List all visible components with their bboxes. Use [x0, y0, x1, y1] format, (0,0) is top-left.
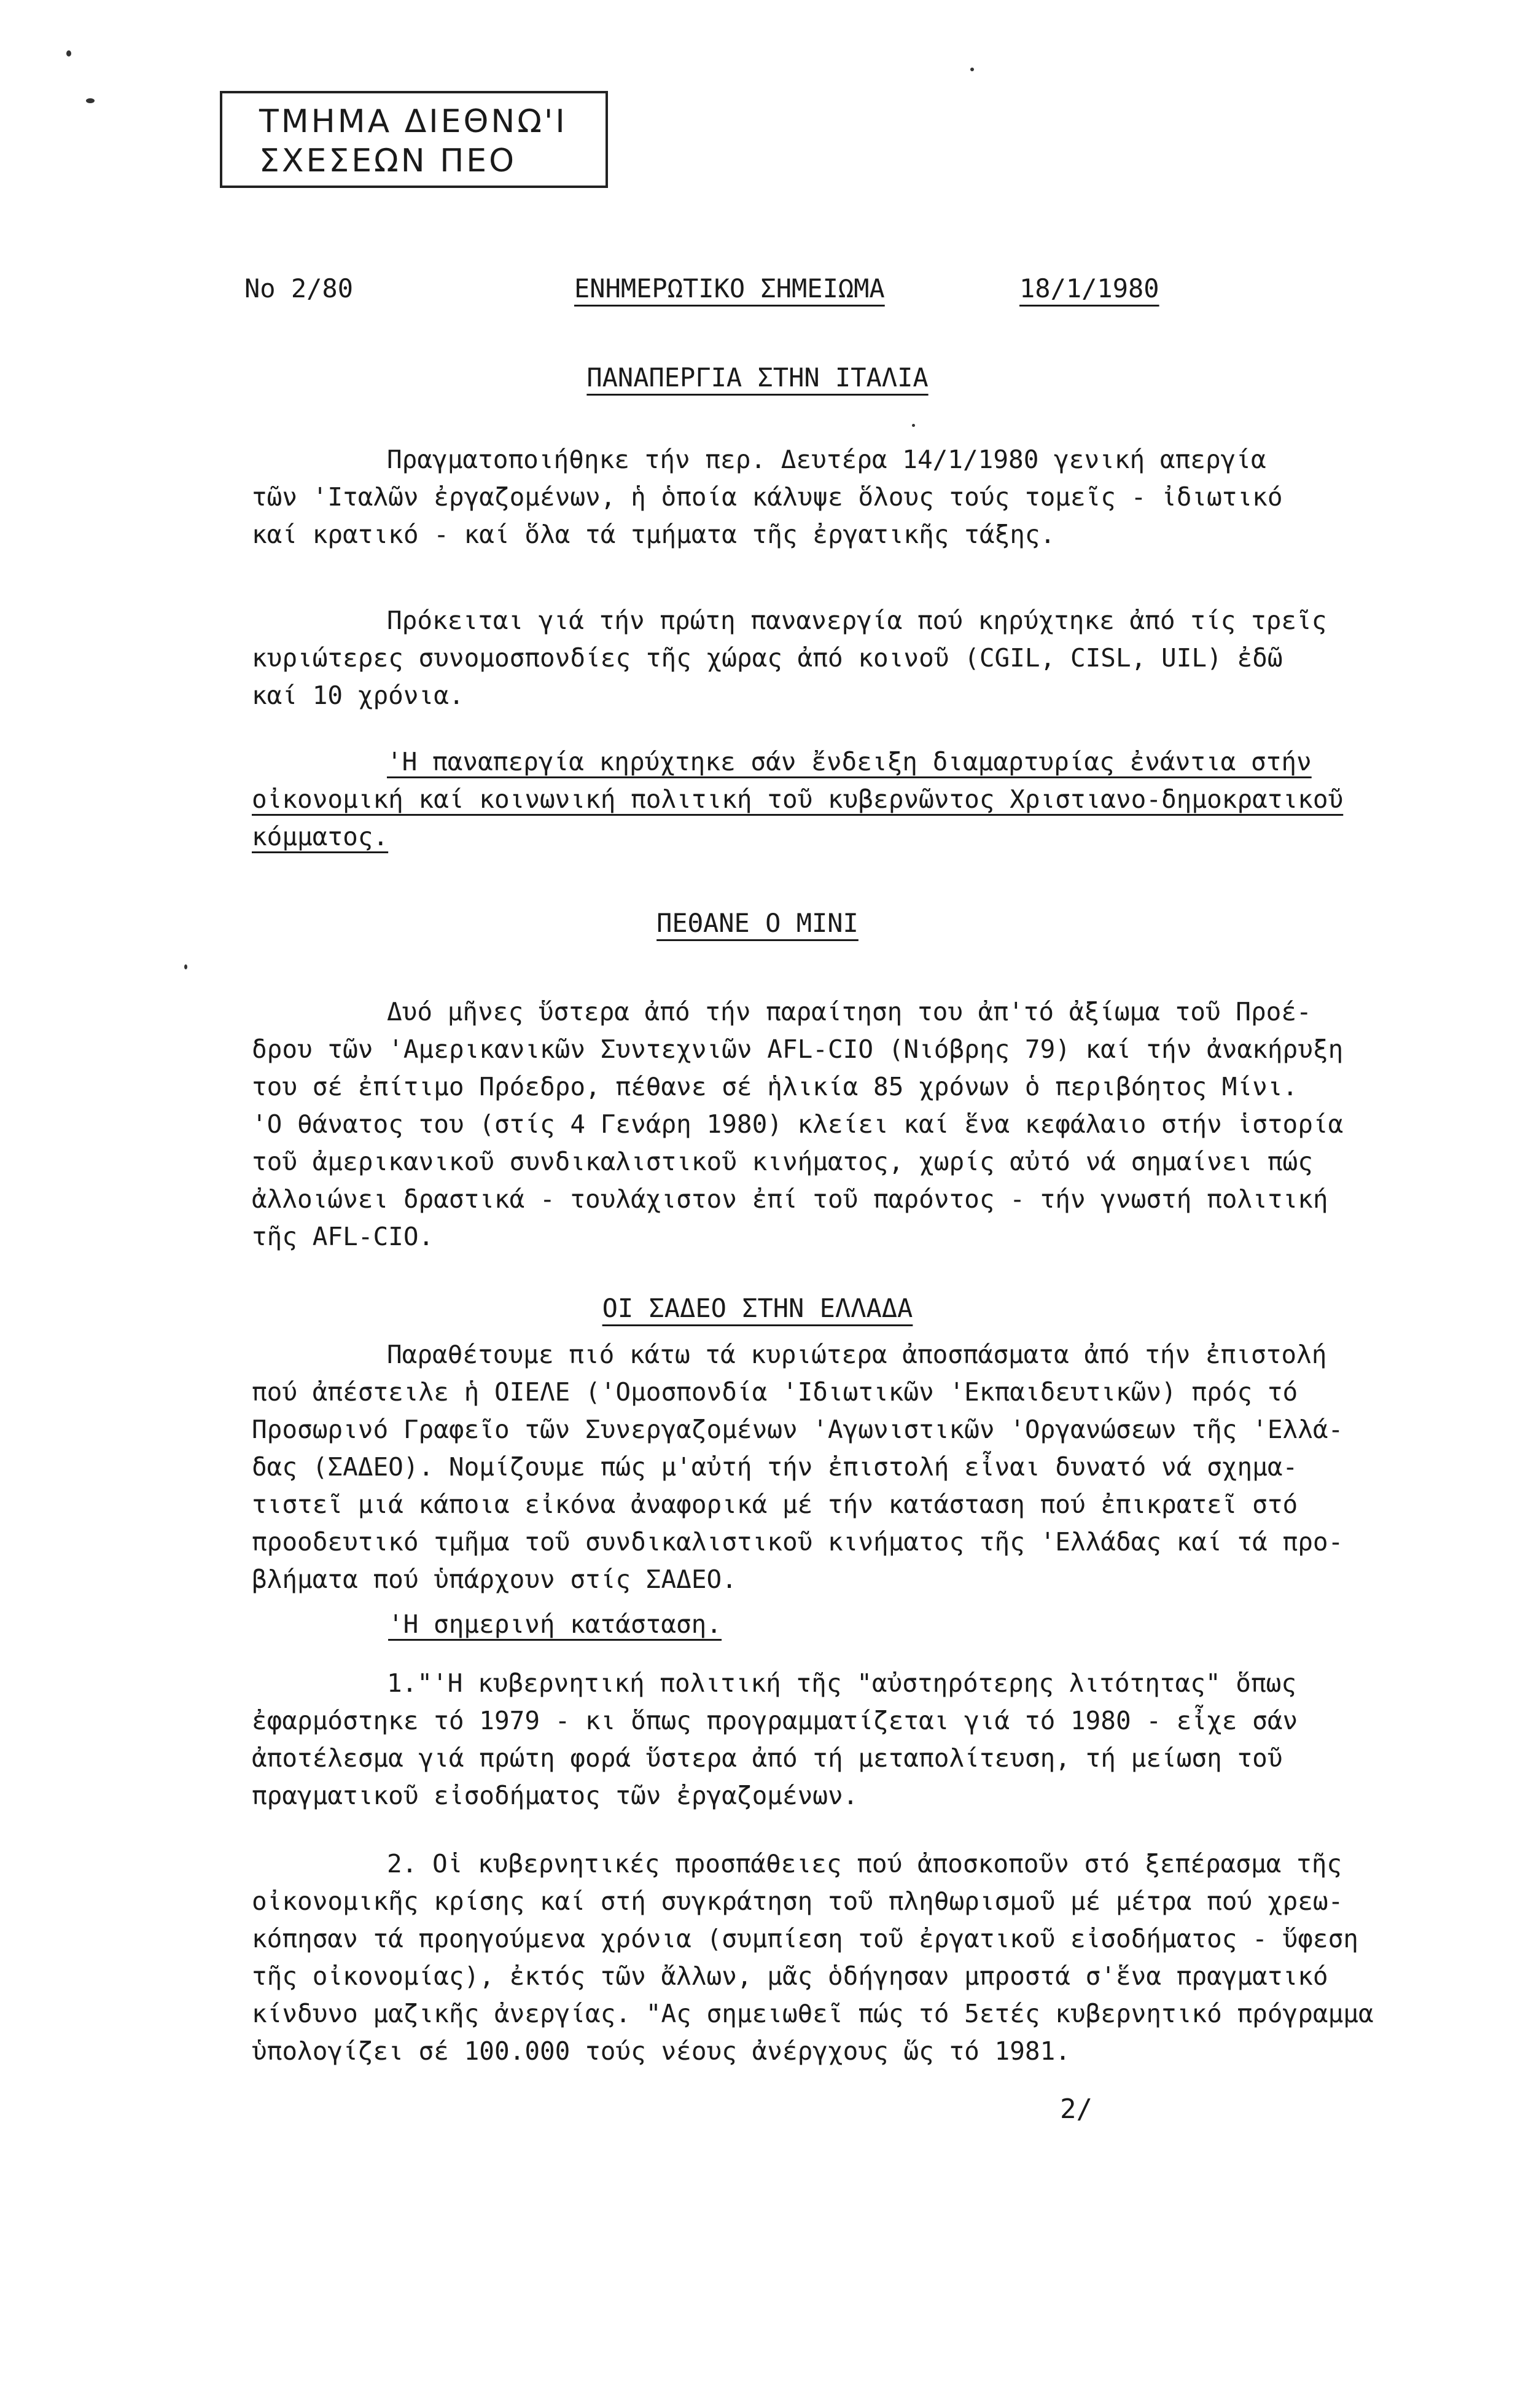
text-line: Πρόκειται γιά τήν πρώτη πανανεργία πού κηρύχτηκε ἀπό τίς τρεῖς — [387, 606, 1327, 635]
scan-speck — [184, 964, 187, 969]
text-line: βλήματα πού ὑπάρχουν στίς ΣΑΔΕΟ. — [252, 1565, 737, 1594]
text-line: 'Ο θάνατος του (στίς 4 Γενάρη 1980) κλείει καί ἕνα κεφάλαιο στήν ἱστορία — [252, 1109, 1344, 1139]
scan-speck — [86, 98, 95, 103]
text-line: οἰκονομικῆς κρίσης καί στή συγκράτηση τοῦ πληθωρισμοῦ μέ μέτρα πού χρεω- — [252, 1886, 1344, 1916]
italy-paragraph-3 — [252, 743, 1345, 856]
current-situation-subheading: 'Η σημερινή κατάσταση. — [388, 1609, 722, 1639]
text-line: τιστεῖ μιά κάποια εἰκόνα ἀναφορικά μέ τήν κατάσταση πού ἐπικρατεῖ στό — [252, 1490, 1298, 1519]
text-line: κόπησαν τά προηγούμενα χρόνια (συμπίεση τοῦ ἐργατικοῦ εἰσοδήματος - ὕφεση — [252, 1924, 1358, 1953]
text-line: τῶν 'Ιταλῶν ἐργαζομένων, ἡ ὁποία κάλυψε ὅλους τούς τομεῖς - ἰδιωτικό — [252, 482, 1283, 512]
text-line: του σέ ἐπίτιμο Πρόεδρο, πέθανε σέ ἡλικία 85 χρόνων ὁ περιβόητος Μίνι. — [252, 1072, 1298, 1101]
scan-speck — [912, 424, 915, 427]
stamp-line-1: ΤΜΗΜΑ ΔΙΕΘΝΩ'Ι — [259, 103, 567, 140]
text-line: 2. Οἱ κυβερνητικές προσπάθειες πού ἀποσκοποῦν στό ξεπέρασμα τῆς — [387, 1849, 1342, 1878]
page-number: 2/ — [1060, 2093, 1092, 2125]
text-line: Δυό μῆνες ὕστερα ἀπό τήν παραίτηση του ἀπ'τό ἀξίωμα τοῦ Προέ- — [387, 997, 1312, 1026]
text-line: Πραγματοποιήθηκε τήν περ. Δευτέρα 14/1/1980 γενική απεργία — [387, 445, 1266, 474]
document-number: Νο 2/80 — [244, 273, 354, 303]
text-line: τῆς AFL-CIO. — [252, 1222, 434, 1251]
text-line: δρου τῶν 'Αμερικανικῶν Συντεχνιῶν AFL-CIO (Νιόβρης 79) καί τήν ἀνακήρυξη — [252, 1034, 1344, 1064]
text-line: ἀποτέλεσμα γιά πρώτη φορά ὕστερα ἀπό τή μεταπολίτευση, τή μείωση τοῦ — [252, 1743, 1283, 1773]
text-line: Παραθέτουμε πιό κάτω τά κυριώτερα ἀποσπάσματα ἀπό τήν ἐπιστολή — [387, 1340, 1327, 1369]
department-stamp — [220, 91, 608, 188]
document-type: ΕΝΗΜΕΡΩΤΙΚΟ ΣΗΜΕΙΩΜΑ — [574, 273, 885, 303]
text-line: Προσωρινό Γραφεῖο τῶν Συνεργαζομένων 'Αγωνιστικῶν 'Οργανώσεων τῆς 'Ελλά- — [252, 1415, 1344, 1444]
underlined-line: κόμματος. — [252, 822, 389, 851]
scan-speck — [970, 68, 974, 71]
meany-paragraph — [252, 993, 1345, 1256]
text-line: ὑπολογίζει σέ 100.000 τούς νέους ἀνέργχους ὥς τό 1981. — [252, 2036, 1070, 2066]
stamp-line-2: ΣΧΕΣΕΩΝ ΠΕΟ — [259, 143, 517, 179]
underlined-line: 'Η παναπεργία κηρύχτηκε σάν ἔνδειξη διαμαρτυρίας ἐνάντια στήν — [387, 747, 1312, 776]
section-title-sadeo-greece: ΟΙ ΣΑΔΕΟ ΣΤΗΝ ΕΛΛΑΔΑ — [602, 1293, 913, 1323]
text-line: 1."'Η κυβερνητική πολιτική τῆς "αὐστηρότερης λιτότητας" ὅπως — [387, 1668, 1297, 1698]
text-line: κυριώτερες συνομοσπονδίες τῆς χώρας ἀπό κοινοῦ (CGIL, CISL, UIL) ἐδῶ — [252, 643, 1283, 673]
situation-item-2 — [252, 1845, 1374, 2070]
text-line: τοῦ ἀμερικανικοῦ συνδικαλιστικοῦ κινήματος, χωρίς αὐτό νά σημαίνει πώς — [252, 1147, 1313, 1176]
text-line: δας (ΣΑΔΕΟ). Νομίζουμε πώς μ'αὐτή τήν ἐπιστολή εἶναι δυνατό νά σχημα- — [252, 1452, 1298, 1482]
italy-paragraph-1 — [252, 441, 1345, 553]
text-line: πού ἀπέστειλε ἡ ΟΙΕΛΕ ('Ομοσπονδία 'Ιδιωτικῶν 'Εκπαιδευτικῶν) πρός τό — [252, 1377, 1298, 1407]
text-line: ἐφαρμόστηκε τό 1979 - κι ὅπως προγραμματίζεται γιά τό 1980 - εἶχε σάν — [252, 1706, 1298, 1735]
section-title-meany-died: ΠΕΘΑΝΕ Ο ΜΙΝΙ — [656, 908, 859, 938]
text-line: τῆς οἰκονομίας), ἐκτός τῶν ἄλλων, μᾶς ὁδήγησαν μπροστά σ'ἕνα πραγματικό — [252, 1961, 1328, 1991]
text-line: καί 10 χρόνια. — [252, 681, 464, 710]
italy-paragraph-2 — [252, 602, 1345, 714]
document-date: 18/1/1980 — [1019, 273, 1159, 303]
text-line: πραγματικοῦ εἰσοδήματος τῶν ἐργαζομένων. — [252, 1781, 859, 1810]
text-line: προοδευτικό τμῆμα τοῦ συνδικαλιστικοῦ κινήματος τῆς 'Ελλάδας καί τά προ- — [252, 1527, 1344, 1557]
scan-speck — [66, 50, 71, 57]
text-line: ἀλλοιώνει δραστικά - τουλάχιστον ἐπί τοῦ παρόντος - τήν γνωστή πολιτική — [252, 1184, 1328, 1214]
sadeo-intro-paragraph — [252, 1336, 1345, 1598]
section-title-italy-strike: ΠΑΝΑΠΕΡΓΙΑ ΣΤΗΝ ΙΤΑΛΙΑ — [586, 362, 929, 393]
situation-item-1 — [252, 1665, 1345, 1815]
text-line: κίνδυνο μαζικῆς ἀνεργίας. "Ας σημειωθεῖ πώς τό 5ετές κυβερνητικό πρόγραμμα — [252, 1999, 1374, 2028]
text-line: καί κρατικό - καί ὅλα τά τμήματα τῆς ἐργατικῆς τάξης. — [252, 520, 1056, 549]
underlined-line: οἰκονομική καί κοινωνική πολιτική τοῦ κυβερνῶντος Χριστιανο-δημοκρατικοῦ — [252, 784, 1344, 814]
